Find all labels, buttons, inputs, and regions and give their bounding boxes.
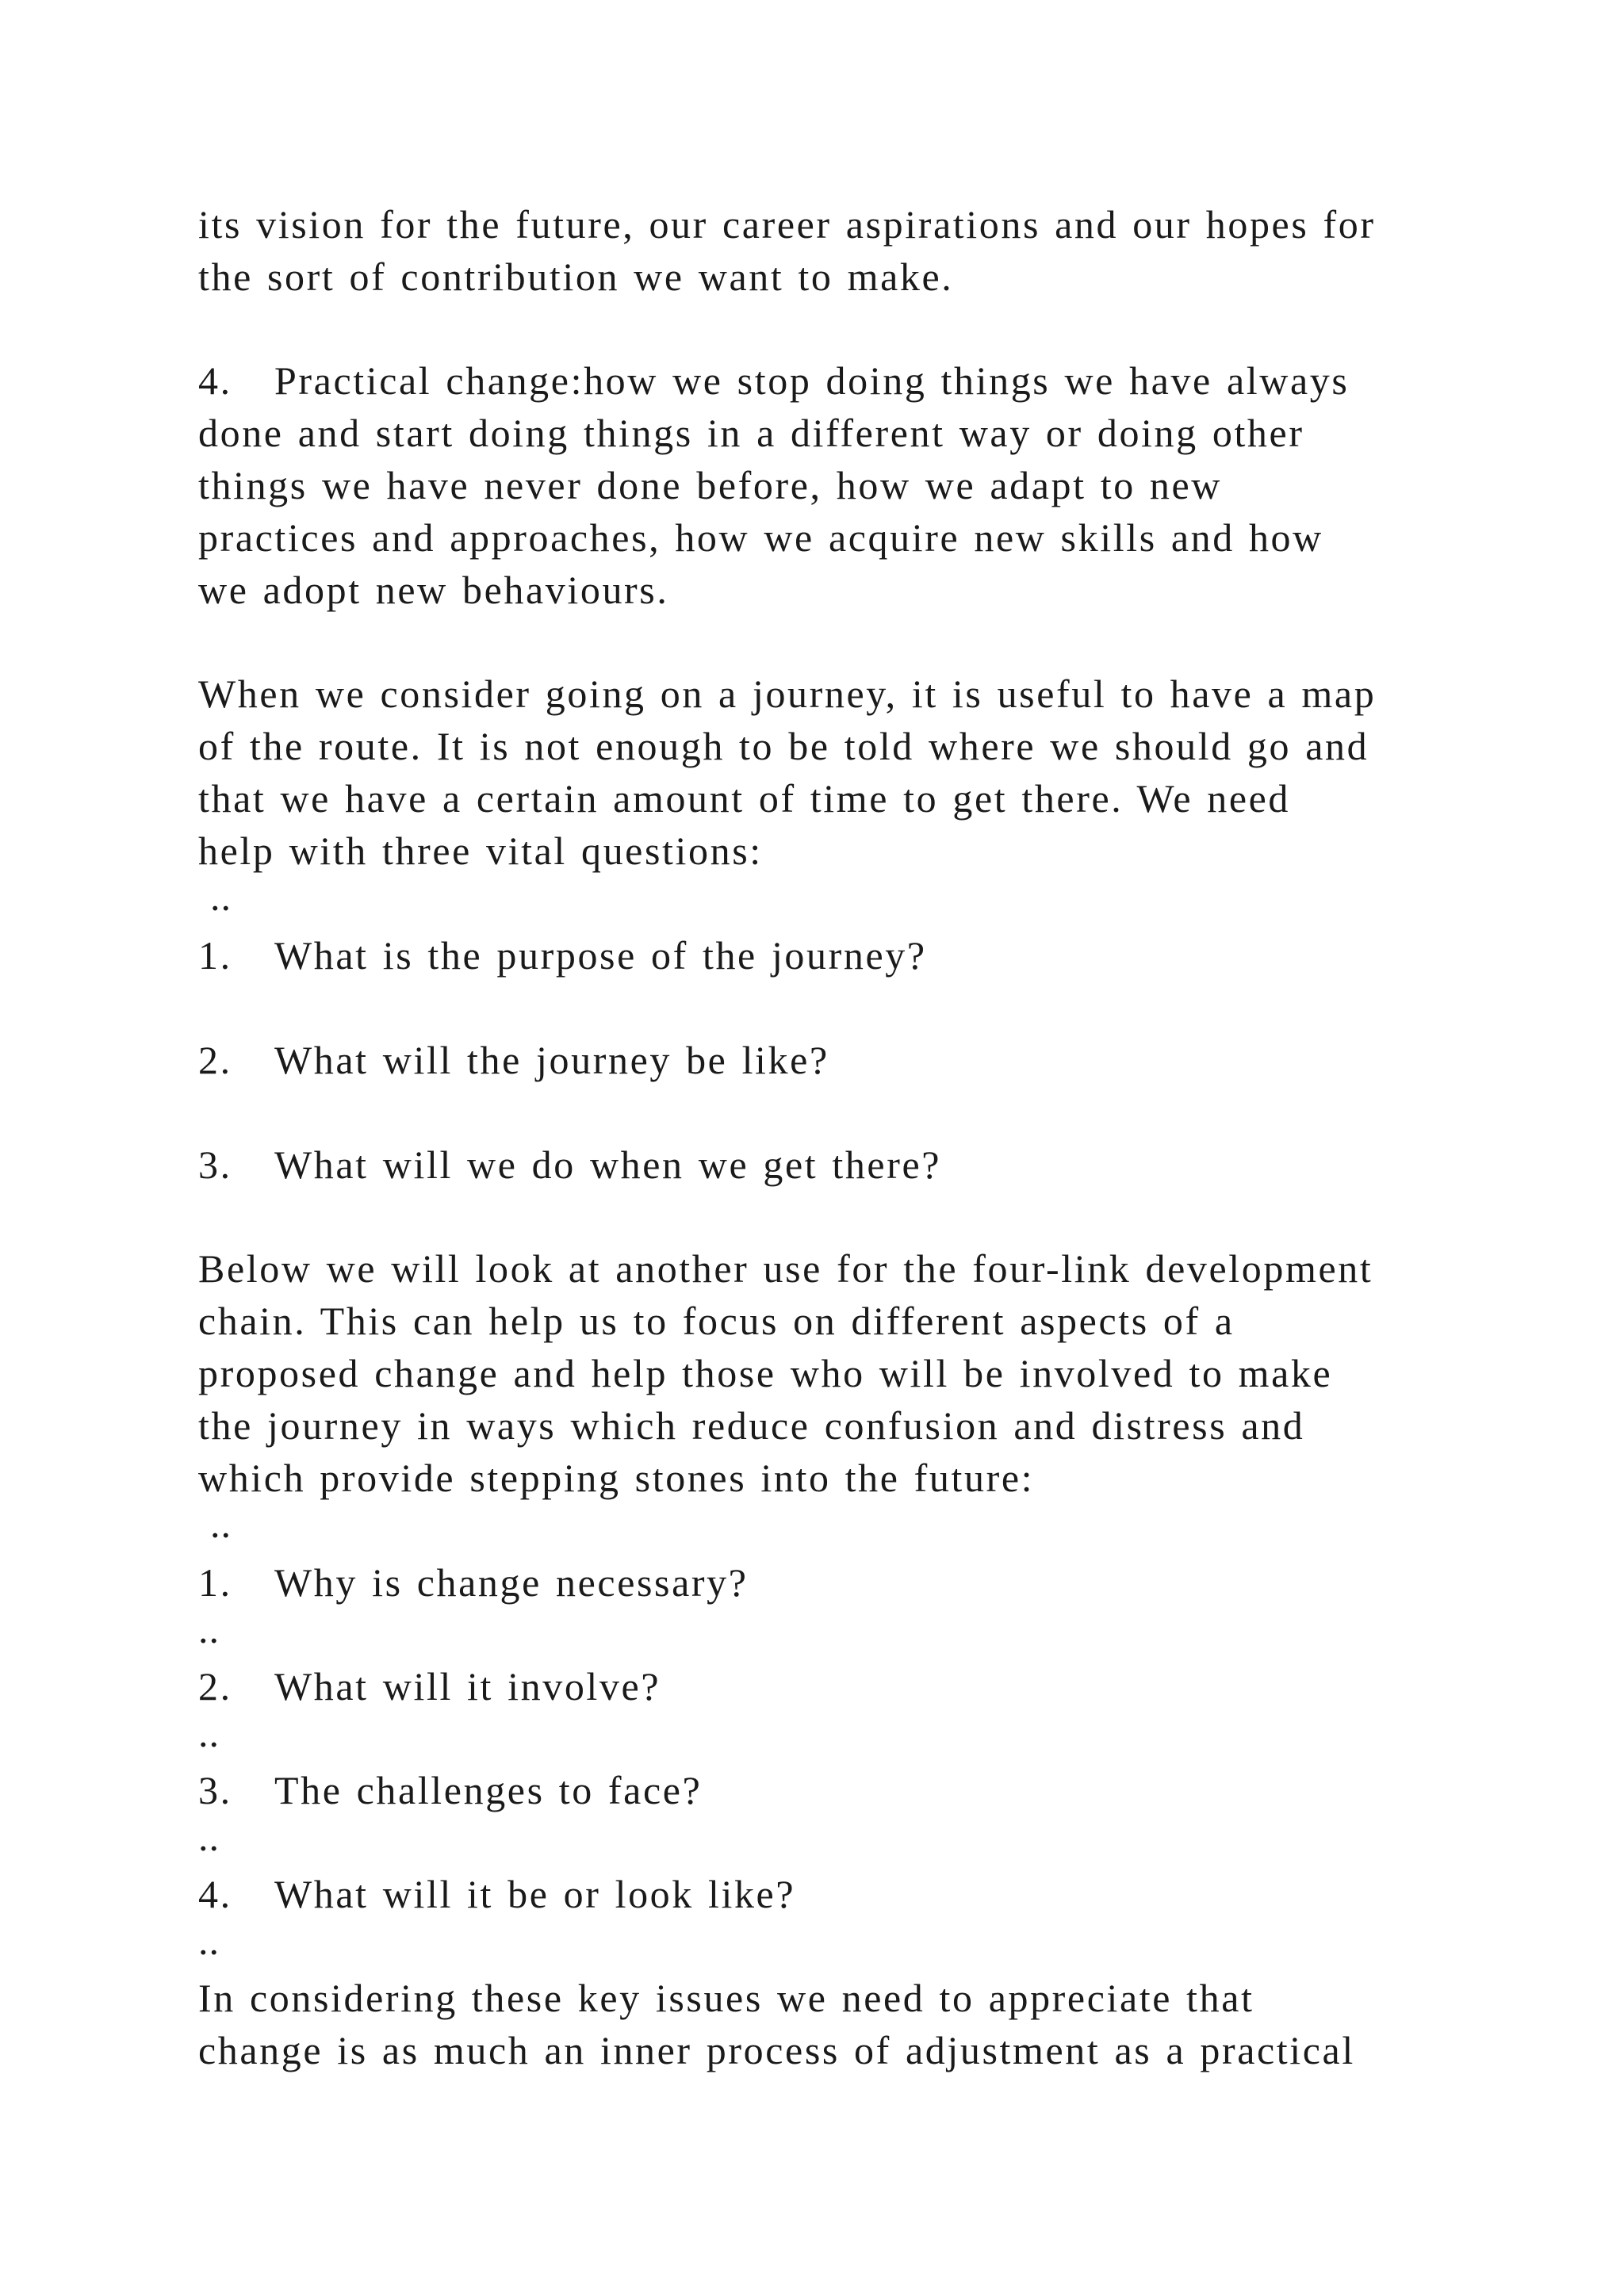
journey-question-1 [198, 933, 927, 978]
para3-line-5: which provide stepping stones into the future: [198, 1456, 1035, 1500]
change-question-number: 4. [198, 1872, 232, 1916]
journey-question-number: 1. [198, 933, 232, 978]
para2-line-4: help with three vital questions: [198, 828, 763, 873]
item4-number: 4. [198, 358, 232, 403]
change-question-2 [198, 1664, 661, 1709]
journey-question-text: What is the purpose of the journey? [274, 933, 927, 978]
change-question-text: The challenges to face? [274, 1768, 703, 1812]
change-question-number: 1. [198, 1560, 232, 1605]
journey-question-text: What will the journey be like? [274, 1038, 829, 1082]
para2-line-1: When we consider going on a journey, it is useful to have a map [198, 672, 1377, 716]
item4-text-1: Practical change:how we stop doing things we have always [274, 358, 1350, 403]
para2-line-2: of the route. It is not enough to be told where we should go and [198, 724, 1369, 768]
para3-line-1: Below we will look at another use for the four-link development [198, 1246, 1373, 1291]
item4-line-2: done and start doing things in a different way or doing other [198, 411, 1304, 455]
para4-line-1: In considering these key issues we need to appreciate that [198, 1976, 1254, 2020]
item4-line-4: practices and approaches, how we acquire new skills and how [198, 515, 1323, 560]
journey-question-number: 3. [198, 1142, 232, 1187]
change-question-number: 3. [198, 1768, 232, 1812]
para1-line-2: the sort of contribution we want to make. [198, 254, 954, 299]
separator-dots: .. [198, 1815, 220, 1859]
change-question-text: What will it be or look like? [274, 1872, 796, 1916]
separator-dots: .. [210, 1502, 232, 1546]
journey-question-number: 2. [198, 1038, 232, 1082]
change-question-4 [198, 1874, 795, 1914]
change-question-text: What will it involve? [274, 1664, 661, 1709]
item4-line-3: things we have never done before, how we adapt to new [198, 463, 1223, 507]
para1-line-1: its vision for the future, our career aspirations and our hopes for [198, 202, 1376, 247]
separator-dots: .. [210, 874, 232, 919]
journey-question-2 [198, 1040, 829, 1080]
para4-line-2: change is as much an inner process of adjustment as a practical [198, 2028, 1355, 2072]
para3-line-4: the journey in ways which reduce confusion and distress and [198, 1403, 1305, 1448]
para3-line-3: proposed change and help those who will be involved to make [198, 1351, 1333, 1395]
separator-dots: .. [198, 1607, 220, 1651]
item4-line-1 [198, 358, 1350, 403]
change-question-text: Why is change necessary? [274, 1560, 749, 1605]
separator-dots: .. [198, 1711, 220, 1755]
para3-line-2: chain. This can help us to focus on different aspects of a [198, 1299, 1235, 1343]
separator-dots: .. [198, 1919, 220, 1963]
change-question-1 [198, 1560, 749, 1605]
change-question-number: 2. [198, 1664, 232, 1709]
item4-line-5: we adopt new behaviours. [198, 568, 669, 612]
journey-question-text: What will we do when we get there? [274, 1142, 942, 1187]
journey-question-3 [198, 1142, 942, 1187]
para2-line-3: that we have a certain amount of time to get there. We need [198, 776, 1291, 821]
change-question-3 [198, 1770, 702, 1810]
